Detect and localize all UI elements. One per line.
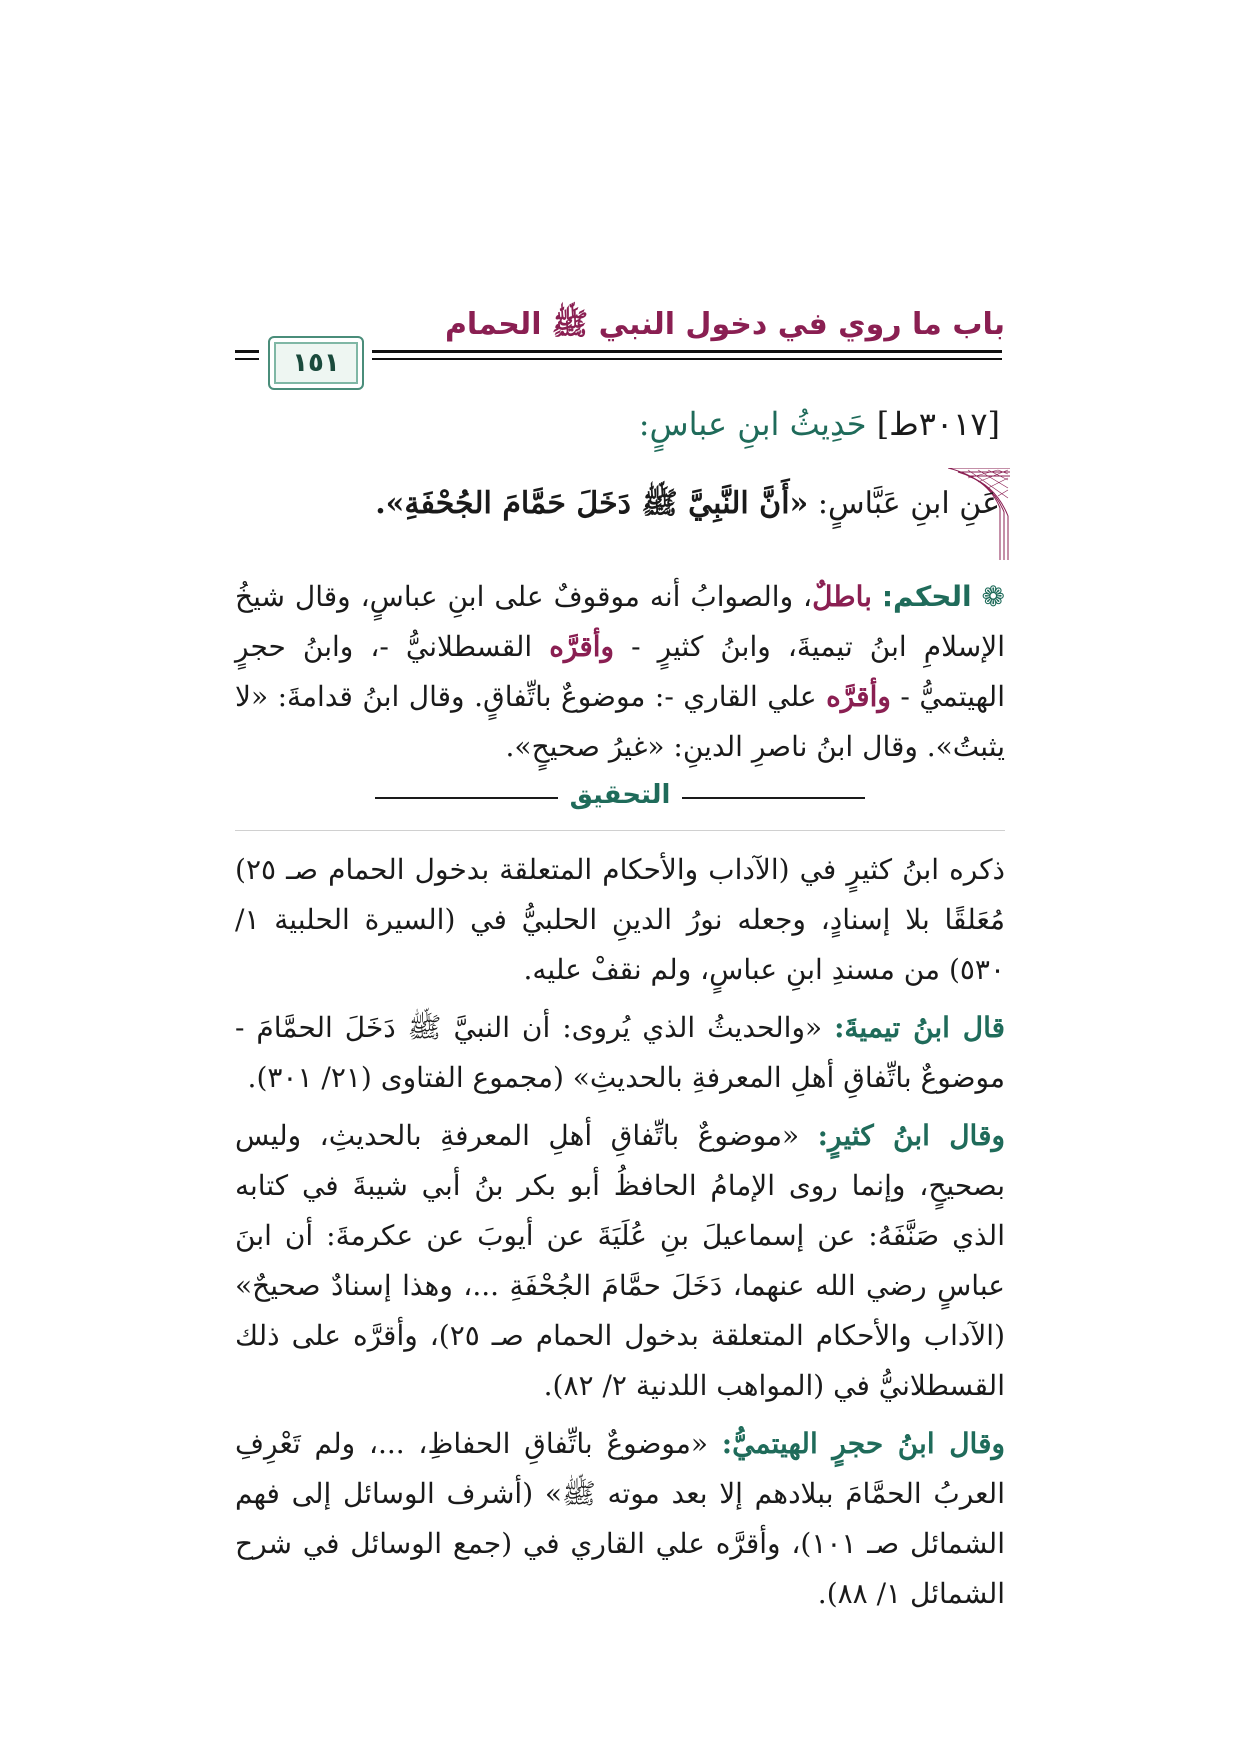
header-rule-right [372, 350, 1002, 353]
flower-bullet-icon: ❁ [981, 580, 1006, 613]
tahqiq-label: التحقيق [558, 780, 683, 810]
tahqiq-p4-lead: وقال ابنُ حجرٍ الهيتميُّ: [721, 1427, 1005, 1460]
tahqiq-body [235, 845, 1005, 1627]
tahqiq-paragraph-2 [235, 1003, 1005, 1103]
page-number: ١٥١ [292, 348, 340, 378]
tahqiq-paragraph-3 [235, 1111, 1005, 1411]
header-rule-left-thin [235, 358, 259, 360]
hadith-heading [639, 405, 1000, 443]
aqarrahu-1: وأقرَّه [549, 630, 615, 663]
tahqiq-p4-text: «موضوعٌ باتِّفاقِ الحفاظِ، ...، ولم تَعْرِفِ العربُ الحمَّامَ ببلادهم إلا بعد موته ﷺ» (أشرف الوسائل إلى فهم الشمائل صـ ١٠١)، وأقرَّه علي القاري في (جمع الوسائل في شرح الشمائل ١/ ٨٨). [235, 1427, 1005, 1610]
hadith-heading-label: حَدِيثُ ابنِ عباسٍ: [638, 405, 867, 443]
ruling-text-3: علي القاري -: موضوعٌ باتِّفاقٍ. وقال ابنُ قدامةَ: «لا يثبتُ». وقال ابنُ ناصرِ الدينِ: «غيرُ صحيحٍ». [235, 680, 1005, 763]
hadith-quote: «أَنَّ النَّبِيَّ ﷺ دَخَلَ حَمَّامَ الجُحْفَةِ». [375, 486, 809, 521]
tahqiq-paragraph-1: ذكره ابنُ كثيرٍ في (الآداب والأحكام المتعلقة بدخول الحمام صـ ٢٥) مُعَلقًا بلا إسنادٍ، وجعله نورُ الدينِ الحلبيُّ في (السيرة الحلبية ١/ ٥٣٠) من مسندِ ابنِ عباسٍ، ولم نقفْ عليه. [235, 853, 1005, 986]
hadith-number: [٣٠١٧ط] [876, 405, 1000, 443]
header-rule-left [235, 350, 259, 353]
hadith-text [375, 485, 1000, 528]
ruling-label: الحكم: [881, 580, 972, 613]
aqarrahu-2: وأقرَّه [826, 680, 891, 713]
hadith-intro: عَنِ ابنِ عَبَّاسٍ: [817, 486, 1000, 521]
ruling-text-2: القسطلانيُّ -، وابنُ حجرٍ الهيتميُّ - [235, 630, 1005, 713]
tahqiq-divider [375, 780, 865, 816]
tahqiq-p2-text: «والحديثُ الذي يُروى: أن النبيَّ ﷺ دَخَلَ الحمَّامَ - موضوعٌ باتِّفاقِ أهلِ المعرفةِ بالحديثِ» (مجموع الفتاوى (٢١/ ٣٠١). [235, 1011, 1005, 1094]
tahqiq-p2-lead: قال ابنُ تيميةَ: [834, 1011, 1005, 1044]
header-rule-right-thin [372, 358, 1002, 360]
ruling-value: باطلٌ [812, 580, 872, 613]
ruling-text-1: ، والصوابُ أنه موقوفٌ على ابنِ عباسٍ، وقال شيخُ الإسلامِ ابنُ تيميةَ، وابنُ كثيرٍ - [235, 580, 1005, 663]
tahqiq-paragraph-4 [235, 1419, 1005, 1619]
chapter-title: باب ما روي في دخول النبي ﷺ الحمام [444, 307, 1005, 342]
tahqiq-p3-lead: وقال ابنُ كثيرٍ: [817, 1119, 1005, 1152]
tahqiq-p3-text: «موضوعٌ باتِّفاقِ أهلِ المعرفةِ بالحديثِ، وليس بصحيحٍ، وإنما روى الإمامُ الحافظُ أبو بكر بنُ أبي شيبةَ في كتابه الذي صَنَّفَهُ: عن إسماعيلَ بنِ عُلَيَةَ عن أيوبَ عن عكرمةَ: أن ابنَ عباسٍ رضي الله عنهما، دَخَلَ حمَّامَ الجُحْفَةِ ...، وهذا إسنادٌ صحيحٌ» (الآداب والأحكام المتعلقة بدخول الحمام صـ ٢٥)، وأقرَّه على ذلك القسطلانيُّ في (المواهب اللدنية ٢/ ٨٢). [235, 1119, 1005, 1402]
page-number-badge [268, 336, 364, 390]
ruling-block [235, 572, 1005, 772]
section-separator [235, 830, 1005, 831]
